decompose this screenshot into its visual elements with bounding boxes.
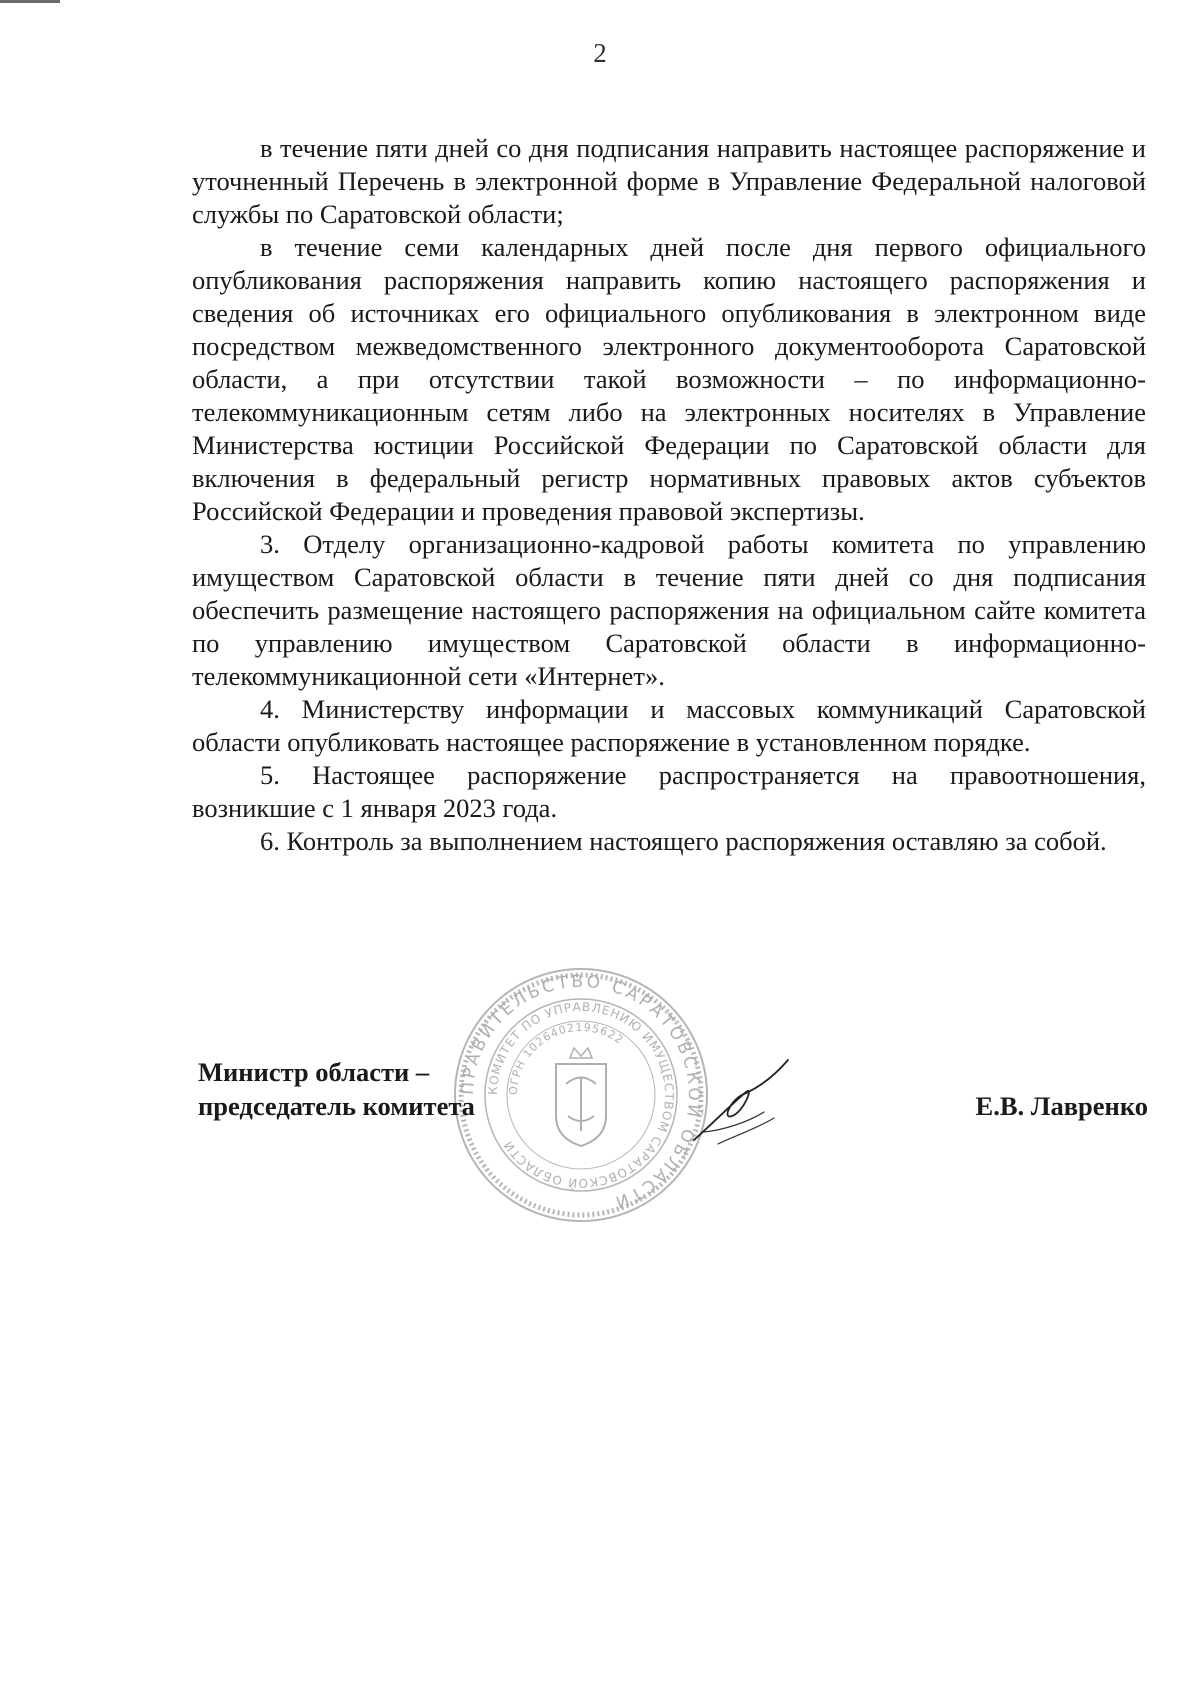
paragraph-tax-service: в течение пяти дней со дня подписания направить настоящее распоряжение и уточненный Перечень в электронной форме в Управление Федеральной налоговой службы по Саратовской области; bbox=[192, 133, 1146, 229]
paragraph-item-3: 3. Отделу организационно-кадровой работы комитета по управлению имуществом Саратовской области в течение пяти дней со дня подписания обеспечить размещение настоящего распоряжения на официальном сайте комитета по управлению имуществом Саратовской области в информационно-телекоммуникационной сети «Интернет». bbox=[192, 529, 1146, 691]
paragraph-item-6: 6. Контроль за выполнением настоящего распоряжения оставляю за собой. bbox=[260, 826, 1107, 856]
signatory-title-line-1: Министр области – bbox=[198, 1057, 430, 1087]
official-seal bbox=[452, 966, 710, 1224]
page-number: 2 bbox=[593, 38, 607, 68]
seal-inner-text: КОМИТЕТ ПО УПРАВЛЕНИЮ ИМУЩЕСТВОМ САРАТОВСКОЙ ОБЛАСТИ bbox=[485, 999, 677, 1191]
signatory-title-line-2: председатель комитета bbox=[198, 1091, 475, 1121]
seal-outer-text: ПРАВИТЕЛЬСТВО САРАТОВСКОЙ ОБЛАСТИ bbox=[457, 971, 705, 1213]
signatory-title bbox=[198, 1055, 475, 1123]
handwritten-signature bbox=[684, 1052, 794, 1152]
paragraph-justice-ministry: в течение семи календарных дней после дня первого официального опубликования распоряжения направить копию настоящего распоряжения и сведения об источниках его официального опубликования в электронном виде посредством межведомственного электронного документооборота Саратовской области, а при отсутствии такой возможности – по информационно-телекоммуникационным сетям либо на электронных носителях в Управление Министерства юстиции Российской Федерации по Саратовской области для включения в федеральный регистр нормативных правовых актов субъектов Российской Федерации и проведения правовой экспертизы. bbox=[192, 232, 1146, 526]
paragraph-item-5: 5. Настоящее распоряжение распространяется на правоотношения, возникшие с 1 января 2023 года. bbox=[192, 760, 1146, 823]
scan-corner-mark bbox=[0, 0, 60, 3]
signatory-name: Е.В. Лавренко bbox=[975, 1091, 1148, 1121]
document-body bbox=[192, 132, 1146, 858]
coat-of-arms-icon bbox=[556, 1048, 606, 1146]
paragraph-item-4: 4. Министерству информации и массовых коммуникаций Саратовской области опубликовать настоящее распоряжение в установленном порядке. bbox=[192, 694, 1146, 757]
seal-ogrn-text: ОГРН 1026402195622 bbox=[506, 1020, 627, 1096]
